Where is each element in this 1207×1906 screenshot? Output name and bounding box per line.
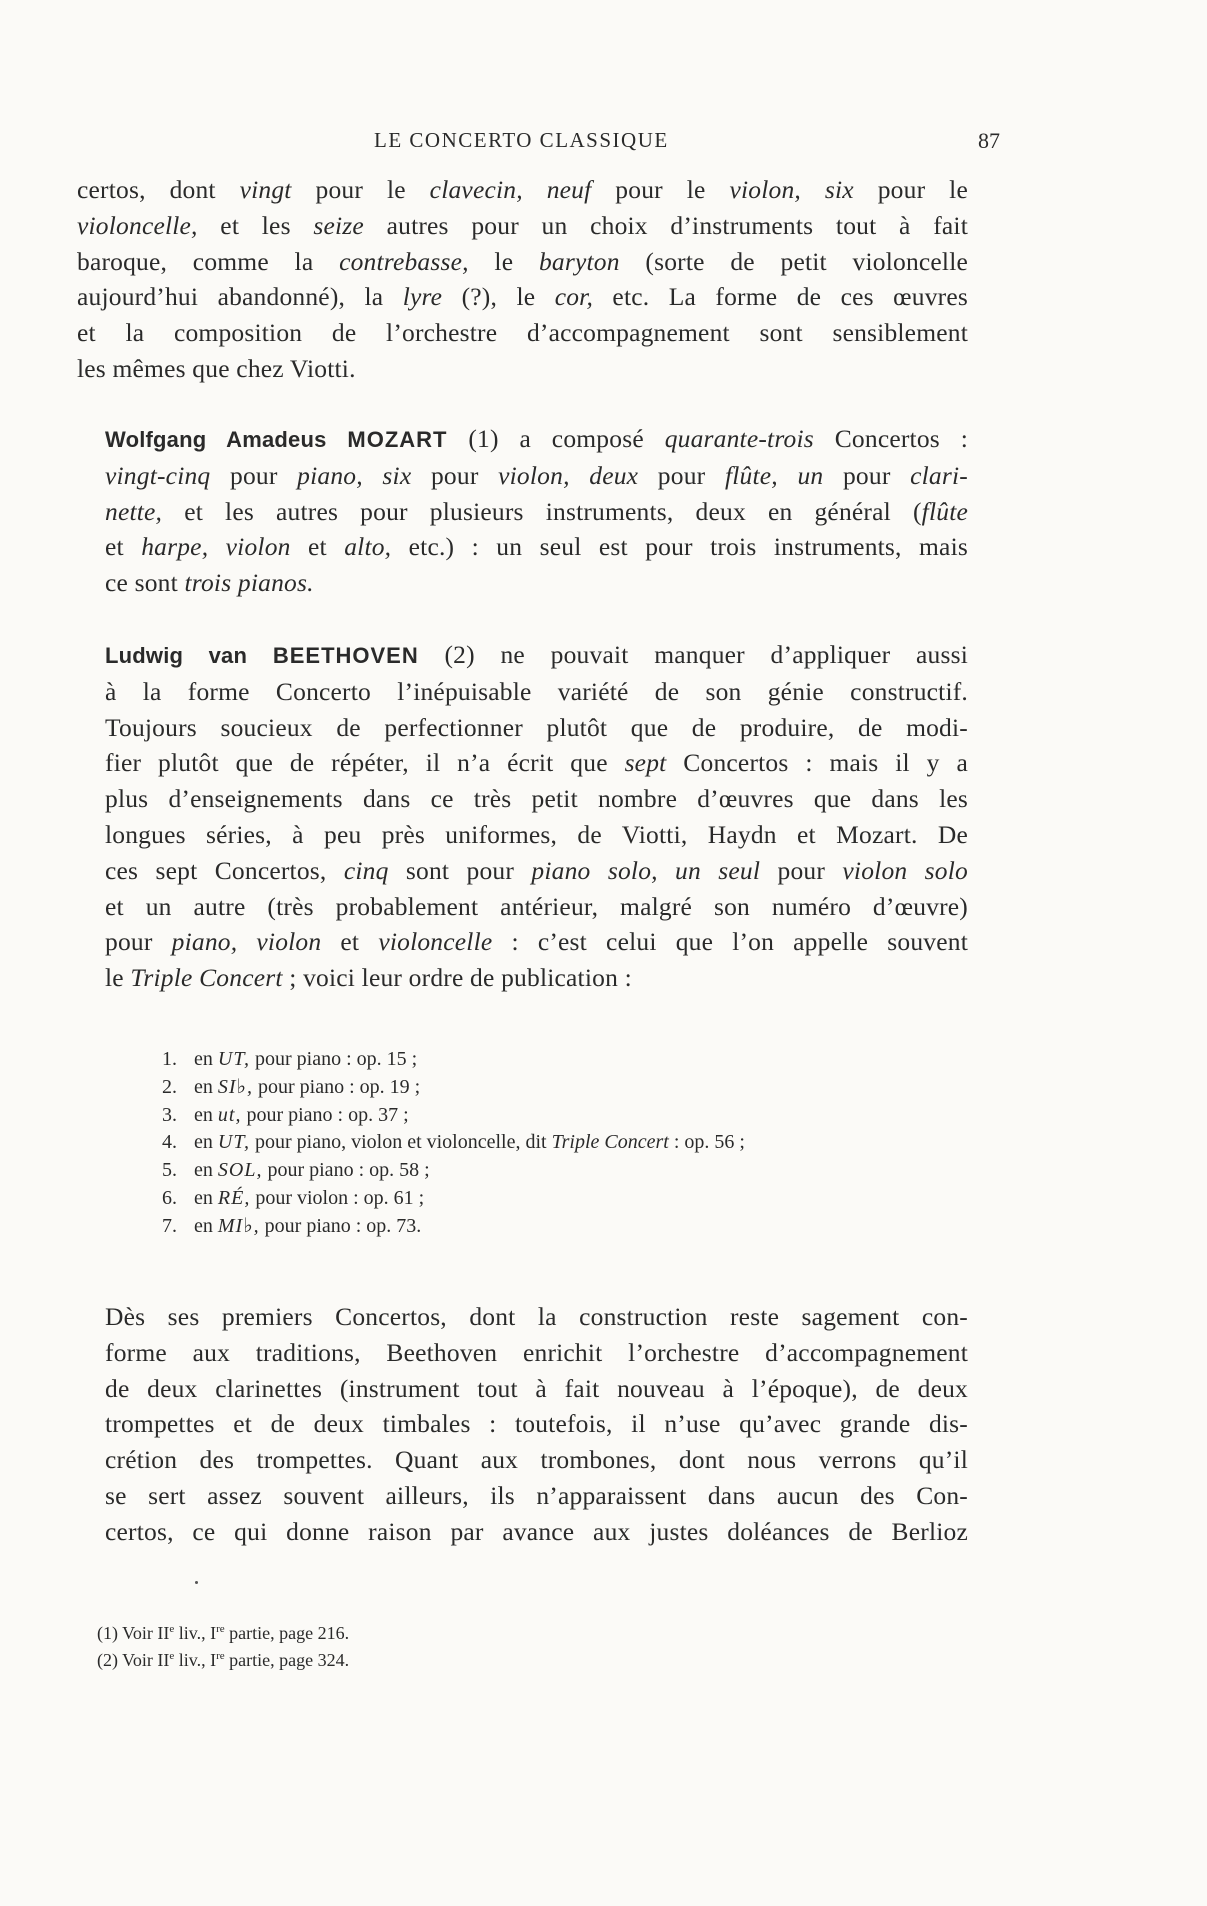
composer-surname: BEETHOVEN [272,643,419,668]
text-line: nette, et les autres pour plusieurs instruments, deux en général (flûte [105,496,968,526]
running-title: LE CONCERTO CLASSIQUE [374,128,669,152]
list-item: 1. en UT, pour piano : op. 15 ; [162,1048,418,1070]
text-line: longues séries, à peu près uniformes, de Viotti, Haydn et Mozart. De [105,819,968,849]
text-line: pour piano, violon et violoncelle : c’est celui que l’on appelle souvent [105,927,969,957]
text-line: violoncelle, et les seize autres pour un choix d’instruments tout à fait [77,210,968,240]
footnotes [97,1620,349,1674]
text-line: baroque, comme la contrebasse, le baryton (sorte de petit violoncelle [77,246,969,276]
footnote: (2) Voir IIe liv., Ire partie, page 324. [97,1650,350,1670]
text-line: trompettes et de deux timbales : toutefois, il n’use qu’avec grande dis- [105,1409,968,1439]
list-item: 2. en SI♭, pour piano : op. 19 ; [162,1075,421,1098]
footnote: (1) Voir IIe liv., Ire partie, page 216. [97,1623,350,1643]
list-item: 5. en SOL, pour piano : op. 58 ; [162,1159,430,1182]
composer-name: Wolfgang Amadeus [105,427,327,452]
text-line: et harpe, violon et alto, etc.) : un seul est pour trois instruments, mais [105,532,968,562]
text-line: le Triple Concert ; voici leur ordre de publication : [105,963,632,993]
text-line: de deux clarinettes (instrument tout à fait nouveau à l’époque), de deux [105,1373,968,1403]
text-line: certos, dont vingt pour le clavecin, neuf pour le violon, six pour le [77,175,968,204]
text-line: et un autre (très probablement antérieur, malgré son numéro d’œuvre) [105,891,968,921]
paragraph-beethoven [77,637,968,996]
text-line: forme aux traditions, Beethoven enrichit l’orchestre d’accompagnement [105,1337,968,1367]
text-line: Ludwig van BEETHOVEN (2) ne pouvait manquer d’appliquer aussi [105,640,968,669]
text-line: les mêmes que chez Viotti. [77,353,356,383]
text-line: ces sept Concertos, cinq sont pour piano solo, un seul pour violon solo [105,855,968,885]
text-line: se sert assez souvent ailleurs, ils n’apparaissent dans aucun des Con- [105,1480,968,1510]
list-item: 7. en MI♭, pour piano : op. 73. [162,1214,422,1237]
page-number: 87 [978,128,1000,153]
text-line: Wolfgang Amadeus MOZART (1) a composé quarante-trois Concertos : [105,424,969,453]
text-line: Toujours soucieux de perfectionner plutôt que de produire, de modi- [105,712,968,742]
list-item: 3. en ut, pour piano : op. 37 ; [162,1103,409,1126]
paragraph-mozart [77,421,968,601]
ink-speck [195,1581,198,1584]
paragraph-orchestration [77,1299,968,1550]
text-line: aujourd’hui abandonné), la lyre (?), le cor, etc. La forme de ces œuvres [77,282,968,312]
text-line: Dès ses premiers Concertos, dont la construction reste sagement con- [105,1302,968,1331]
text-line: plus d’enseignements dans ce très petit nombre d’œuvres que dans les [105,784,968,814]
text-line: et la composition de l’orchestre d’accompagnement sont sensiblement [77,318,968,348]
text-line: fier plutôt que de répéter, il n’a écrit que sept Concertos : mais il y a [105,748,968,778]
text-line: certos, ce qui donne raison par avance aux justes doléances de Berlioz [105,1516,968,1546]
text-line: à la forme Concerto l’inépuisable variété de son génie constructif. [105,676,968,706]
composer-name: Ludwig van [105,643,248,668]
composer-surname: MOZART [347,427,448,452]
text-line: ce sont trois pianos. [105,568,314,598]
running-head [0,128,1207,158]
concerto-list [162,1046,982,1241]
list-item: 6. en RÉ, pour violon : op. 61 ; [162,1186,425,1209]
list-item: 4. en UT, pour piano, violon et violoncelle, dit Triple Concert : op. 56 ; [162,1131,745,1154]
text-line: vingt-cinq pour piano, six pour violon, deux pour flûte, un pour clari- [105,460,968,490]
paragraph-violin-concertos [77,172,968,387]
text-line: crétion des trompettes. Quant aux trombones, dont nous verrons qu’il [105,1445,968,1475]
